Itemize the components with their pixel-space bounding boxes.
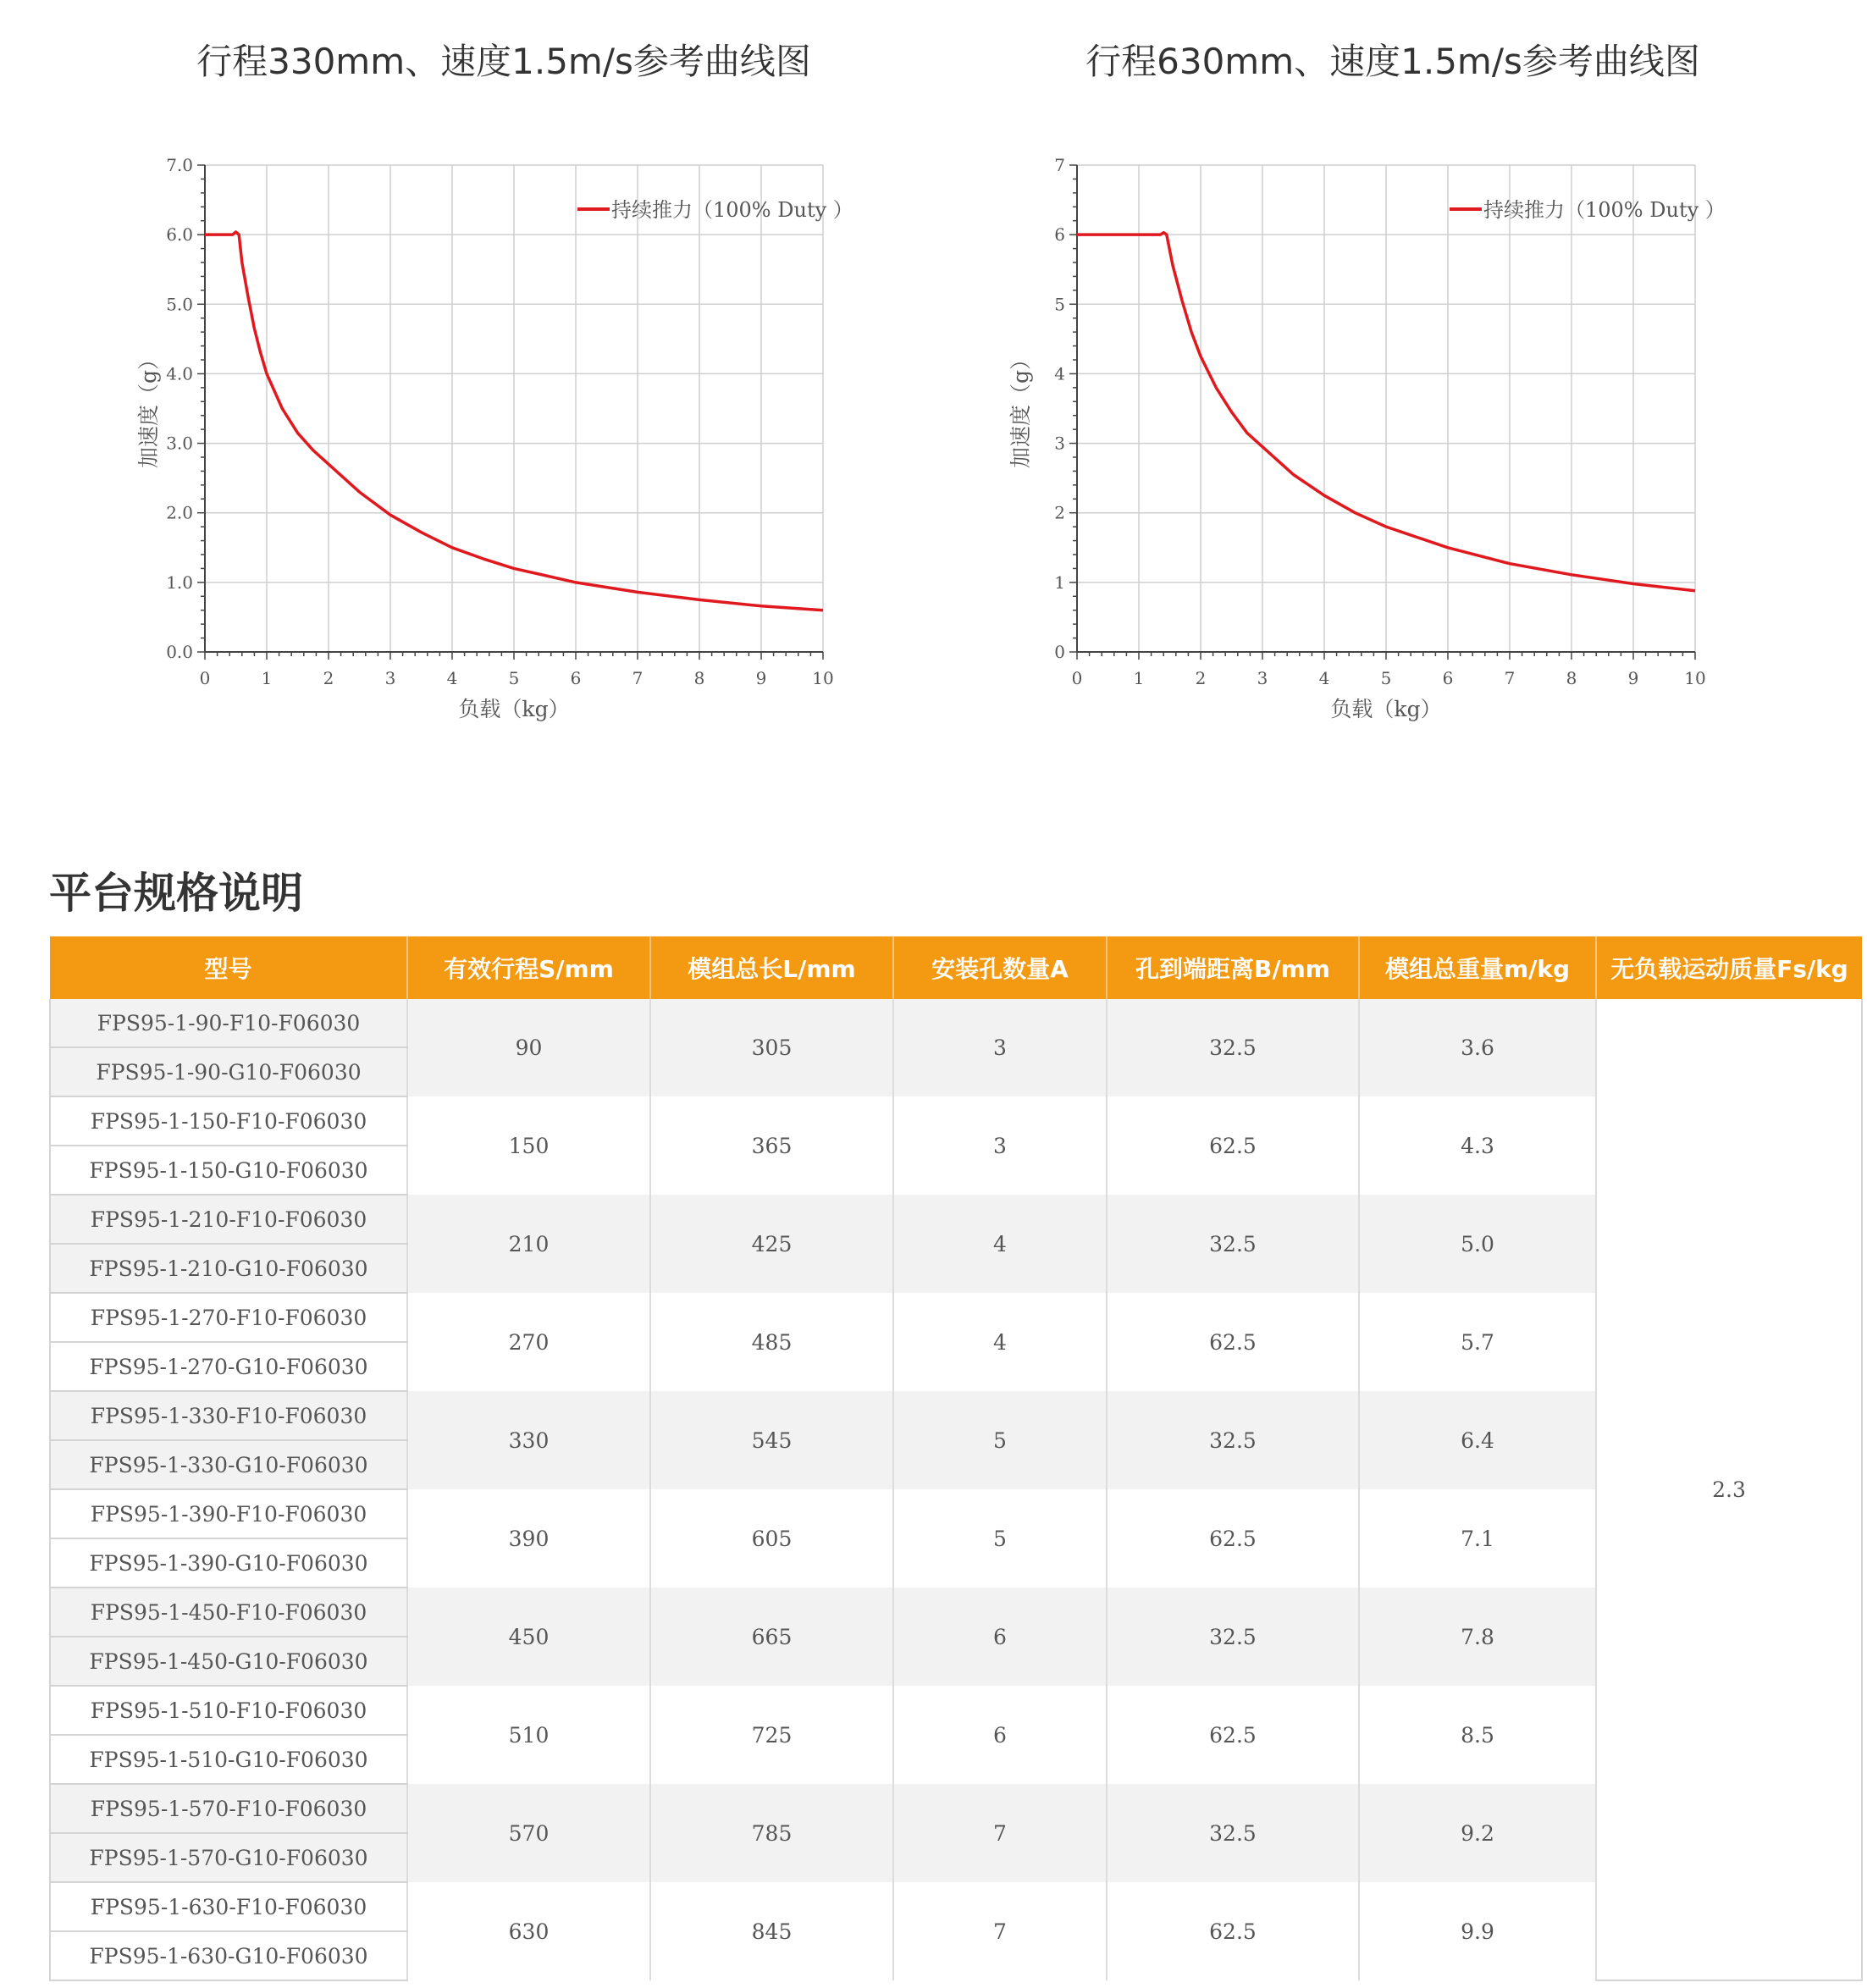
y-tick-label: 7 — [1054, 155, 1065, 175]
acceleration-chart-330 — [110, 135, 855, 745]
stroke-cell: 270 — [407, 1293, 650, 1391]
x-tick-label: 5 — [508, 668, 520, 688]
x-tick-label: 6 — [570, 668, 582, 688]
x-tick-label: 10 — [1684, 668, 1706, 688]
stroke-cell: 570 — [407, 1784, 650, 1882]
weight-cell: 5.0 — [1359, 1195, 1596, 1293]
table-row — [50, 1784, 1862, 1833]
weight-cell: 6.4 — [1359, 1391, 1596, 1489]
model-cell: FPS95-1-570-F10-F06030 — [50, 1784, 407, 1833]
header-holes: 安装孔数量A — [893, 936, 1107, 999]
y-tick-label: 0 — [1054, 642, 1065, 662]
x-tick-label: 10 — [812, 668, 834, 688]
x-tick-label: 4 — [1318, 668, 1330, 688]
y-tick-label: 1.0 — [166, 572, 193, 593]
length-cell: 425 — [650, 1195, 893, 1293]
header-distance: 孔到端距离B/mm — [1107, 936, 1359, 999]
x-tick-label: 8 — [693, 668, 705, 688]
table-row — [50, 1489, 1862, 1538]
weight-cell: 3.6 — [1359, 999, 1596, 1096]
holes-cell: 5 — [893, 1489, 1107, 1588]
length-cell: 725 — [650, 1686, 893, 1784]
x-tick-label: 5 — [1380, 668, 1392, 688]
x-tick-label: 3 — [384, 668, 396, 688]
length-cell: 545 — [650, 1391, 893, 1489]
x-tick-label: 1 — [1133, 668, 1145, 688]
x-axis-label: 负载（kg） — [458, 697, 570, 721]
x-tick-label: 1 — [261, 668, 273, 688]
model-cell: FPS95-1-510-G10-F06030 — [50, 1735, 407, 1784]
weight-cell: 7.8 — [1359, 1588, 1596, 1686]
holes-cell: 4 — [893, 1293, 1107, 1391]
weight-cell: 8.5 — [1359, 1686, 1596, 1784]
y-tick-label: 4 — [1054, 363, 1065, 384]
x-axis-label: 负载（kg） — [1330, 697, 1442, 721]
model-cell: FPS95-1-390-F10-F06030 — [50, 1489, 407, 1538]
model-cell: FPS95-1-210-F10-F06030 — [50, 1195, 407, 1244]
holes-cell: 3 — [893, 1096, 1107, 1195]
header-weight: 模组总重量m/kg — [1359, 936, 1596, 999]
y-tick-label: 2 — [1054, 502, 1065, 523]
table-row — [50, 1882, 1862, 1931]
length-cell: 305 — [650, 999, 893, 1096]
header-model: 型号 — [50, 936, 407, 999]
y-tick-label: 4.0 — [166, 363, 193, 384]
model-cell: FPS95-1-330-F10-F06030 — [50, 1391, 407, 1440]
holes-cell: 7 — [893, 1784, 1107, 1882]
x-tick-label: 2 — [1195, 668, 1207, 688]
length-cell: 365 — [650, 1096, 893, 1195]
x-tick-label: 7 — [632, 668, 644, 688]
distance-cell: 32.5 — [1107, 1784, 1359, 1882]
model-cell: FPS95-1-450-F10-F06030 — [50, 1588, 407, 1637]
y-tick-label: 5.0 — [166, 294, 193, 315]
model-cell: FPS95-1-270-G10-F06030 — [50, 1342, 407, 1391]
section-title: 平台规格说明 — [49, 869, 303, 918]
holes-cell: 6 — [893, 1588, 1107, 1686]
header-moving-mass: 无负载运动质量Fs/kg — [1596, 936, 1862, 999]
stroke-cell: 150 — [407, 1096, 650, 1195]
model-cell: FPS95-1-630-G10-F06030 — [50, 1931, 407, 1980]
stroke-cell: 90 — [407, 999, 650, 1096]
legend-label: 持续推力（100% Duty ） — [1483, 198, 1726, 222]
model-cell: FPS95-1-210-G10-F06030 — [50, 1244, 407, 1293]
y-tick-label: 7.0 — [166, 155, 193, 175]
stroke-cell: 510 — [407, 1686, 650, 1784]
length-cell: 485 — [650, 1293, 893, 1391]
y-tick-label: 3 — [1054, 433, 1065, 454]
acceleration-chart-630 — [982, 135, 1727, 745]
distance-cell: 32.5 — [1107, 999, 1359, 1096]
model-cell: FPS95-1-630-F10-F06030 — [50, 1882, 407, 1931]
model-cell: FPS95-1-150-G10-F06030 — [50, 1146, 407, 1195]
distance-cell: 62.5 — [1107, 1882, 1359, 1980]
distance-cell: 62.5 — [1107, 1489, 1359, 1588]
distance-cell: 62.5 — [1107, 1293, 1359, 1391]
model-cell: FPS95-1-390-G10-F06030 — [50, 1538, 407, 1588]
distance-cell: 32.5 — [1107, 1391, 1359, 1489]
model-cell: FPS95-1-150-F10-F06030 — [50, 1096, 407, 1146]
header-length: 模组总长L/mm — [650, 936, 893, 999]
stroke-cell: 210 — [407, 1195, 650, 1293]
x-tick-label: 7 — [1504, 668, 1516, 688]
table-row — [50, 1686, 1862, 1735]
stroke-cell: 450 — [407, 1588, 650, 1686]
chart-title: 行程630mm、速度1.5m/s参考曲线图 — [1085, 41, 1700, 82]
y-tick-label: 6 — [1054, 224, 1065, 246]
weight-cell: 9.9 — [1359, 1882, 1596, 1980]
model-cell: FPS95-1-90-F10-F06030 — [50, 999, 407, 1047]
table-row — [50, 1096, 1862, 1146]
distance-cell: 62.5 — [1107, 1096, 1359, 1195]
weight-cell: 7.1 — [1359, 1489, 1596, 1588]
model-cell: FPS95-1-510-F10-F06030 — [50, 1686, 407, 1735]
table-row — [50, 999, 1862, 1047]
y-tick-label: 1 — [1054, 572, 1065, 593]
length-cell: 665 — [650, 1588, 893, 1686]
x-tick-label: 3 — [1257, 668, 1268, 688]
holes-cell: 5 — [893, 1391, 1107, 1489]
y-axis-label: 加速度（g） — [136, 348, 161, 469]
y-tick-label: 6.0 — [166, 224, 193, 246]
stroke-cell: 390 — [407, 1489, 650, 1588]
length-cell: 605 — [650, 1489, 893, 1588]
holes-cell: 3 — [893, 999, 1107, 1096]
distance-cell: 62.5 — [1107, 1686, 1359, 1784]
header-stroke: 有效行程S/mm — [407, 936, 650, 999]
spec-table — [49, 936, 1863, 1981]
y-tick-label: 5 — [1054, 294, 1065, 315]
table-row — [50, 1391, 1862, 1440]
x-tick-label: 0 — [199, 668, 211, 688]
distance-cell: 32.5 — [1107, 1195, 1359, 1293]
length-cell: 785 — [650, 1784, 893, 1882]
moving-mass-cell: 2.3 — [1596, 999, 1862, 1980]
table-header-row — [50, 936, 1862, 999]
stroke-cell: 630 — [407, 1882, 650, 1980]
x-tick-label: 2 — [323, 668, 334, 688]
weight-cell: 9.2 — [1359, 1784, 1596, 1882]
y-tick-label: 0.0 — [166, 642, 193, 662]
x-tick-label: 6 — [1442, 668, 1454, 688]
distance-cell: 32.5 — [1107, 1588, 1359, 1686]
x-tick-label: 8 — [1566, 668, 1577, 688]
weight-cell: 5.7 — [1359, 1293, 1596, 1391]
model-cell: FPS95-1-330-G10-F06030 — [50, 1440, 407, 1489]
y-axis-label: 加速度（g） — [1008, 348, 1033, 469]
model-cell: FPS95-1-90-G10-F06030 — [50, 1047, 407, 1096]
chart-title: 行程330mm、速度1.5m/s参考曲线图 — [196, 41, 811, 82]
x-tick-label: 4 — [446, 668, 458, 688]
x-tick-label: 0 — [1071, 668, 1083, 688]
holes-cell: 7 — [893, 1882, 1107, 1980]
holes-cell: 4 — [893, 1195, 1107, 1293]
model-cell: FPS95-1-450-G10-F06030 — [50, 1637, 407, 1686]
y-tick-label: 2.0 — [166, 502, 193, 523]
model-cell: FPS95-1-570-G10-F06030 — [50, 1833, 407, 1882]
legend-label: 持续推力（100% Duty ） — [611, 198, 853, 222]
weight-cell: 4.3 — [1359, 1096, 1596, 1195]
table-row — [50, 1588, 1862, 1637]
table-row — [50, 1293, 1862, 1342]
holes-cell: 6 — [893, 1686, 1107, 1784]
y-tick-label: 3.0 — [166, 433, 193, 454]
stroke-cell: 330 — [407, 1391, 650, 1489]
length-cell: 845 — [650, 1882, 893, 1980]
model-cell: FPS95-1-270-F10-F06030 — [50, 1293, 407, 1342]
table-row — [50, 1195, 1862, 1244]
x-tick-label: 9 — [1627, 668, 1639, 688]
x-tick-label: 9 — [755, 668, 767, 688]
